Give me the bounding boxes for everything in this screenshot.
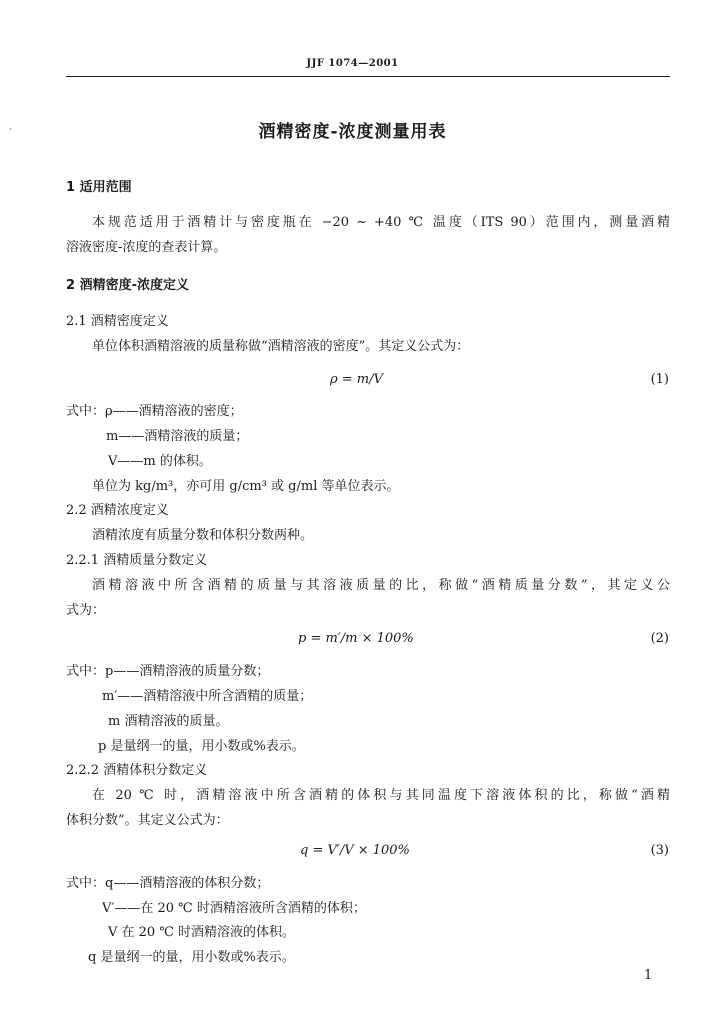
unit-note: 单位为 kg/m³，亦可用 g/cm³ 或 g/ml 等单位表示。: [92, 479, 400, 494]
section-2-2-heading: 2.2 酒精浓度定义: [66, 503, 169, 518]
where-p: 式中：p——酒精溶液的质量分数；: [66, 664, 270, 679]
equation-1: ρ = m/V: [330, 372, 383, 387]
header-code: JJF 1074—2001: [306, 58, 399, 69]
page-title: 酒精密度-浓度测量用表: [258, 122, 447, 142]
equation-2: p = m′/m × 100%: [298, 631, 414, 646]
section-2-heading: 2 酒精密度-浓度定义: [66, 278, 189, 293]
section-2-1-heading: 2.1 酒精密度定义: [66, 314, 169, 329]
section-1-heading: 1 适用范围: [66, 180, 132, 195]
scan-mark: ·: [9, 125, 12, 135]
dimension-note-p: p 是量纲一的量，用小数或%表示。: [98, 739, 305, 754]
section-2-2-2-heading: 2.2.2 酒精体积分数定义: [66, 763, 208, 778]
header-rule: [66, 76, 670, 77]
where-m: m——酒精溶液的质量；: [106, 429, 249, 444]
equation-1-number: (1): [650, 372, 669, 387]
section-2-2-2-text-line2: 体积分数”。其定义公式为：: [66, 813, 229, 828]
equation-3: q = V′/V × 100%: [300, 843, 410, 858]
where-m-solution: m 酒精溶液的质量。: [108, 714, 229, 729]
section-2-2-1-text-line2: 式为：: [66, 603, 106, 618]
dimension-note-q: q 是量纲一的量，用小数或%表示。: [88, 950, 295, 965]
section-2-2-1-text-line1: 酒精溶液中所含酒精的质量与其溶液质量的比，称做“酒精质量分数”，其定义公: [92, 578, 670, 593]
where-q: 式中：q——酒精溶液的体积分数；: [66, 876, 270, 891]
section-2-2-1-heading: 2.2.1 酒精质量分数定义: [66, 553, 208, 568]
equation-2-number: (2): [650, 631, 669, 646]
where-V-prime: V′——在 20 ℃ 时酒精溶液所含酒精的体积；: [102, 901, 366, 916]
where-m-prime: m′——酒精溶液中所含酒精的质量；: [102, 689, 313, 704]
section-2-1-text: 单位体积酒精溶液的质量称做“酒精溶液的密度”。其定义公式为：: [92, 339, 470, 354]
section-2-2-text: 酒精浓度有质量分数和体积分数两种。: [92, 528, 314, 543]
page-number: 1: [644, 968, 653, 983]
section-2-2-2-text-line1: 在 20 ℃ 时，酒精溶液中所含酒精的体积与其同温度下溶液体积的比，称做“酒精: [92, 788, 670, 803]
where-V-solution: V 在 20 ℃ 时酒精溶液的体积。: [108, 925, 296, 940]
where-rho: 式中：ρ——酒精溶液的密度；: [66, 404, 243, 419]
equation-3-number: (3): [650, 843, 669, 858]
section-1-text-line1: 本规范适用于酒精计与密度瓶在 −20 ~ +40 ℃ 温度（ITS 90）范围内，测量酒精: [92, 215, 670, 230]
section-1-text-line2: 溶液密度-浓度的查表计算。: [66, 240, 227, 255]
where-V: V——m 的体积。: [108, 454, 212, 469]
